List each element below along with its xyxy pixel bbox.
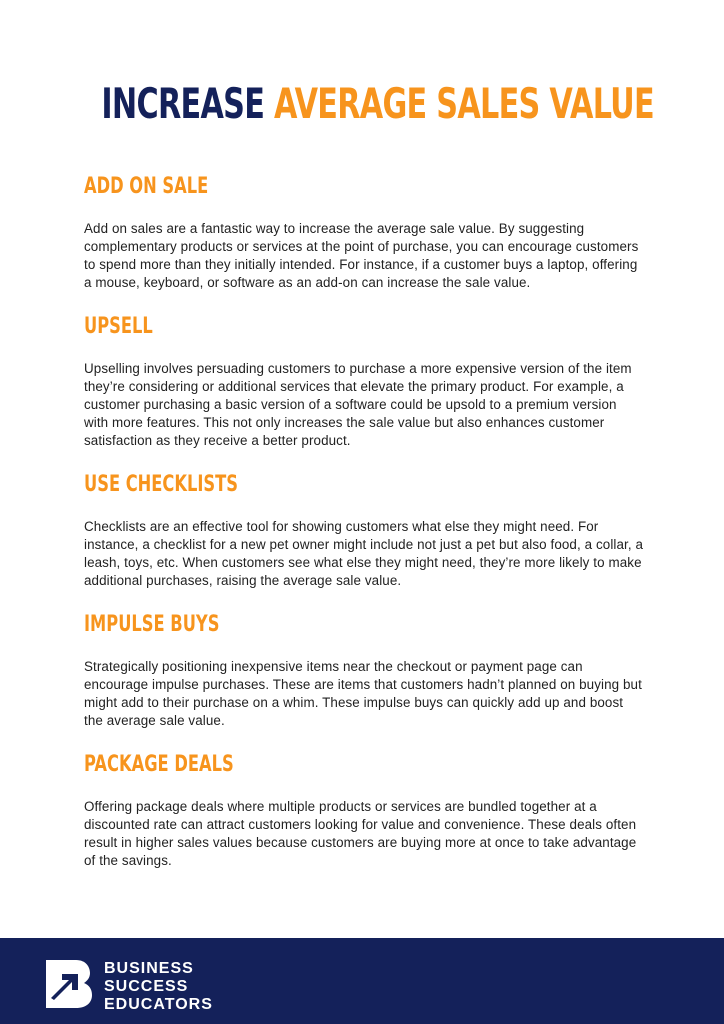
section-impulse-buys xyxy=(84,608,644,730)
page-title-part1: INCREASE xyxy=(101,79,265,128)
section-heading: ADD ON SALE xyxy=(84,174,209,199)
bse-logo-icon xyxy=(42,958,94,1010)
section-heading: PACKAGE DEALS xyxy=(84,752,234,777)
logo-line-2: SUCCESS xyxy=(104,978,189,995)
section-body: Add on sales are a fantastic way to increase the average sale value. By suggesting complementary products or services at the point of purchase, you can encourage customers to spend more than they initially intended. For instance, if a customer buys a laptop, offering a mouse, keyboard, or software as an add-on can increase the sale value. xyxy=(84,221,639,290)
page-title xyxy=(101,72,654,136)
section-add-on-sale xyxy=(84,170,644,292)
section-heading: IMPULSE BUYS xyxy=(84,612,220,637)
section-upsell xyxy=(84,310,644,450)
logo-line-1: BUSINESS xyxy=(104,960,194,977)
section-heading: UPSELL xyxy=(84,314,153,339)
page-title-part2: AVERAGE SALES VALUE xyxy=(273,79,654,128)
section-use-checklists xyxy=(84,468,644,590)
section-heading: USE CHECKLISTS xyxy=(84,472,238,497)
section-body: Upselling involves persuading customers to purchase a more expensive version of the item they’re considering or additional services that elevate the primary product. For example, a customer purchasing a basic version of a software could be upsold to a premium version with more features. This not only increases the sale value but also enhances customer satisfaction as they receive a better product. xyxy=(84,361,632,448)
section-body: Checklists are an effective tool for showing customers what else they might need. For instance, a checklist for a new pet owner might include not just a pet but also food, a collar, a leash, toys, etc. When customers see what else they might need, they’re more likely to make additional purchases, raising the average sale value. xyxy=(84,519,644,588)
section-body: Strategically positioning inexpensive items near the checkout or payment page can encourage impulse purchases. These are items that customers hadn’t planned on buying but might add to their purchase on a whim. These impulse buys can quickly add up and boost the average sale value. xyxy=(84,659,642,728)
main-content xyxy=(84,170,644,888)
logo-line-3: EDUCATORS xyxy=(104,996,213,1013)
logo-wordmark xyxy=(104,960,213,1014)
section-package-deals xyxy=(84,748,644,870)
footer-bar xyxy=(0,938,724,1024)
section-body: Offering package deals where multiple products or services are bundled together at a discounted rate can attract customers looking for value and convenience. These deals often result in higher sales values because customers are buying more at once to take advantage of the savings. xyxy=(84,799,637,868)
